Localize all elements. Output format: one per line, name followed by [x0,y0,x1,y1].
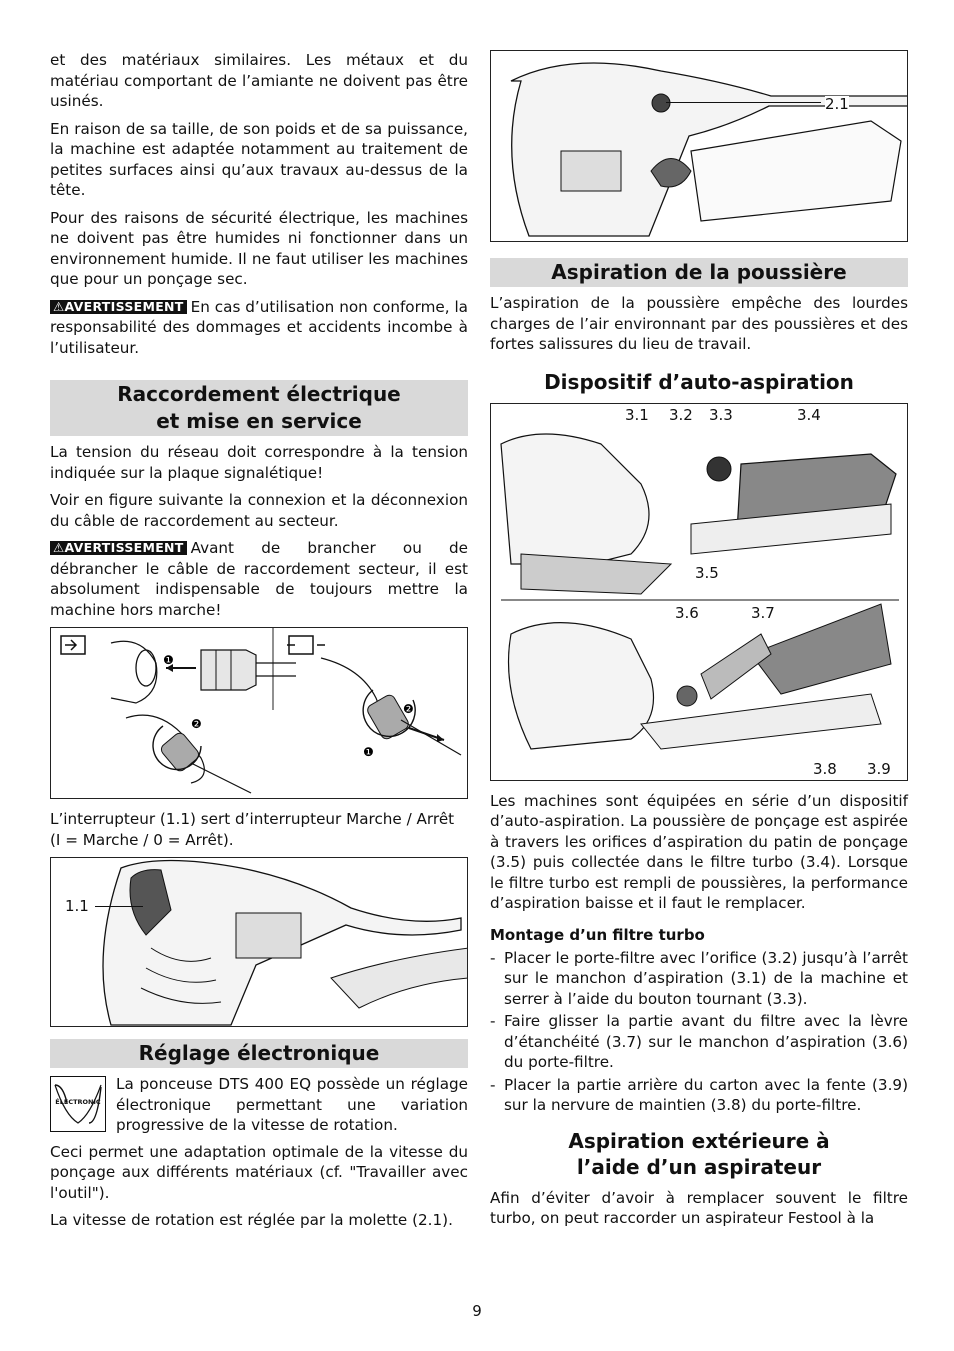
paragraph: Ceci permet une adaptation optimale de la vitesse du ponçage aux différents matériaux (cf. "Travailler avec l'outil"). [50,1142,468,1202]
figure-speed-dial [490,50,908,242]
self-extraction-illustration [491,404,908,780]
heading-line: et mise en service [156,409,362,433]
list-item: - Placer le porte-filtre avec l’orifice (3.2) jusqu’à l’arrêt sur le manchon d’aspiration (3.1) de la machine et serrer à l’aide du bouton tournant (3.3). [490,948,908,1010]
paragraph: Les machines sont équipées en série d’un dispositif d’auto-aspiration. La poussière de ponçage est aspirée à travers les orifices d’aspiration du patin de ponçage (3.5) puis collectée dans le filtre turbo (3.4). Lorsque le filtre turbo est rempli de poussières, la performance d’aspiration baisse et il faut le remplacer. [490,791,908,912]
section-heading-dust: Aspiration de la poussière [490,258,908,287]
warning-paragraph [50,297,468,359]
warning-text: En cas d’utilisation non conforme, la responsabilité des dommages et accidents incombe à l’utilisateur. [50,297,468,357]
section-heading-external [490,1128,908,1180]
figure-self-extraction [490,403,908,781]
steps-list [490,948,908,1116]
callout-3-5: 3.5 [695,563,719,582]
marker-2: ❷ [403,702,414,716]
paragraph: L’aspiration de la poussière empêche des lourdes charges de l’air environnant par des poussières et des fortes salissures du lieu de travail. [490,294,908,353]
paragraph: Afin d’éviter d’avoir à remplacer souvent le filtre turbo, on peut raccorder un aspirateur Festool à la [490,1188,908,1227]
paragraph: et des matériaux similaires. Les métaux et du matériau comportant de l’amiante ne doivent pas être usinés. [50,51,468,110]
paragraph: La ponceuse DTS 400 EQ possède un réglage électronique permettant une variation progressive de la vitesse de rotation. [116,1075,468,1134]
figure-cable-connection [50,627,468,799]
minor-heading: Montage d’un filtre turbo [490,925,705,944]
figure-switch [50,857,468,1027]
right-column [490,50,908,1236]
callout-3-6: 3.6 [675,603,699,622]
electronic-icon [50,1076,106,1132]
warning-paragraph [50,538,468,620]
cable-connection-illustration [51,628,468,798]
callout-1-1: 1.1 [65,897,89,915]
callout-line [666,102,821,103]
warning-badge: ⚠AVERTISSEMENT [50,541,187,555]
heading-line: Aspiration extérieure à [568,1128,830,1153]
paragraph: La vitesse de rotation est réglée par la molette (2.1). [50,1211,453,1229]
subsection-heading: Dispositif d’auto-aspiration [544,369,854,394]
callout-3-2: 3.2 [669,405,693,424]
callout-3-1: 3.1 [625,405,649,424]
callout-3-9: 3.9 [867,759,891,778]
heading-line: l’aide d’un aspirateur [576,1154,822,1179]
warning-text: Avant de brancher ou de débrancher le câble de raccordement secteur, il est absolument indispensable de toujours mettre la machine hors marche! [50,539,468,619]
switch-illustration [51,858,468,1026]
page-number: 9 [472,1302,482,1320]
paragraph: En raison de sa taille, de son poids et de sa puissance, la machine est adaptée notamment au traitement de petites surfaces ainsi qu’aux travaux au-dessus de la tête. [50,119,468,199]
callout-3-7: 3.7 [751,603,775,622]
list-item: - Faire glisser la partie avant du filtre avec la lèvre d’étanchéité (3.7) sur le manchon d’aspiration (3.6) du porte-filtre. [490,1011,908,1073]
paragraph: L’interrupteur (1.1) sert d’interrupteur Marche / Arrêt (I = Marche / 0 = Arrêt). [50,810,455,849]
paragraph: Voir en figure suivante la connexion et la déconnexion du câble de raccordement au secteur. [50,491,468,530]
heading-line: Raccordement électrique [117,382,401,406]
paragraph: Pour des raisons de sécurité électrique, les machines ne doivent pas être humides ni fonctionner dans un environnement humide. Il ne faut utiliser les machines que pour un ponçage sec. [50,208,468,288]
callout-3-4: 3.4 [797,405,821,424]
section-heading-electronic: Réglage électronique [50,1039,468,1068]
callout-2-1: 2.1 [825,95,849,113]
callout-3-8: 3.8 [813,759,837,778]
left-column [50,50,468,1238]
callout-line [95,906,143,907]
marker-1: ❶ [163,653,174,667]
electronic-icon-label: ÉLECTRONIC [55,1098,101,1106]
marker-2: ❷ [191,717,202,731]
electronic-row [50,1074,468,1136]
paragraph: La tension du réseau doit correspondre à la tension indiquée sur la plaque signalétique! [50,443,468,482]
warning-badge: ⚠AVERTISSEMENT [50,300,187,314]
list-item: - Placer la partie arrière du carton avec la fente (3.9) sur la nervure de maintien (3.8) du porte-filtre. [490,1075,908,1116]
callout-3-3: 3.3 [709,405,733,424]
section-heading-connection [50,380,468,436]
speed-dial-illustration [491,51,908,241]
marker-1: ❶ [363,745,374,759]
